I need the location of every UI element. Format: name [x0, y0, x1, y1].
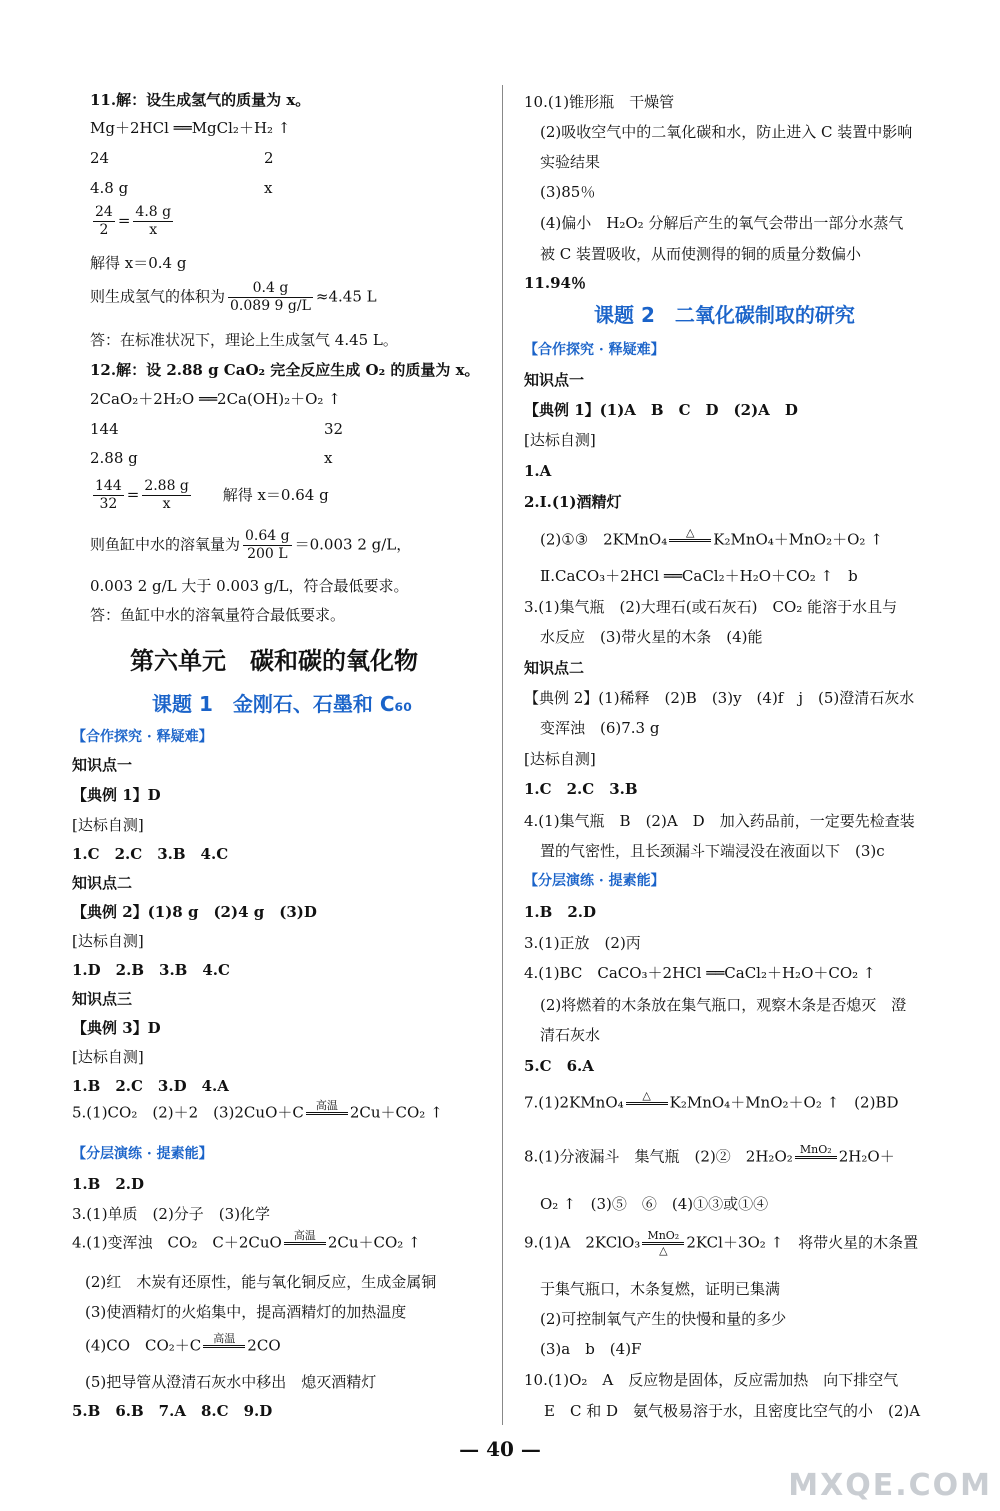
answer-line: E C 和 D 氨气极易溶于水，且密度比空气的小 (2)A: [544, 1402, 921, 1420]
fraction: $\frac{0.64 g}{200 L}$: [245, 528, 290, 562]
q11-mass-a: 4.8 g: [90, 179, 129, 197]
q11-volume: 则生成氢气的体积为 $\frac{0.4 g}{0.089 9 g/L}$ ≈4.45 L: [90, 280, 377, 314]
reaction-arrow: MnO₂ △: [642, 1230, 684, 1257]
answer-line: (3)85％: [540, 183, 596, 201]
q12-equation: 2CaO₂＋2H₂O ══2Ca(OH)₂＋O₂ ↑: [90, 390, 341, 408]
fraction: $\frac{4.8 g}{x}$: [135, 204, 172, 238]
answer-line: O₂ ↑ (3)⑤ ⑥ (4)①③或①④: [540, 1195, 769, 1213]
answer-line: 7.(1)2KMnO₄ △ K₂MnO₄＋MnO₂＋O₂ ↑ (2)BD: [524, 1090, 898, 1117]
example-answer: 【典例 1】(1)A B C D (2)A D: [524, 401, 798, 419]
answer-line: Ⅱ.CaCO₃＋2HCl ══CaCl₂＋H₂O＋CO₂ ↑ b: [540, 567, 858, 585]
answer-line: 1.A: [524, 462, 552, 480]
reaction-arrow: 高温: [306, 1100, 348, 1127]
lesson-2-title: 课题 2 二氧化碳制取的研究: [594, 303, 855, 327]
answer-line: (2)①③ 2KMnO₄ △ K₂MnO₄＋MnO₂＋O₂ ↑: [540, 527, 883, 554]
reaction-arrow: 高温: [284, 1230, 326, 1257]
self-test-label: [达标自测]: [72, 1048, 144, 1066]
q11-answer: 答：在标准状况下，理论上生成氢气 4.45 L。: [90, 331, 398, 349]
knowledge-point: 知识点一: [72, 756, 133, 774]
answer-line: 置的气密性，且长颈漏斗下端浸没在液面以下 (3)c: [540, 842, 885, 860]
q12-answer: 答：鱼缸中水的溶氧量符合最低要求。: [90, 606, 346, 624]
answer-line: 1.B 2.C 3.D 4.A: [72, 1077, 229, 1095]
answer-line: 被 C 装置吸收，从而使测得的铜的质量分数偏小: [540, 245, 862, 263]
q11-solve: 解得 x＝0.4 g: [90, 254, 187, 272]
answer-line: 1.C 2.C 3.B 4.C: [72, 845, 229, 863]
q12-title: 12.解：设 2.88 g CaO₂ 完全反应生成 O₂ 的质量为 x。: [90, 361, 480, 379]
answer-line: (2)可控制氧气产生的快慢和量的多少: [540, 1310, 787, 1328]
answer-line: (5)把导管从澄清石灰水中移出 熄灭酒精灯: [85, 1373, 377, 1391]
answer-line: 实验结果: [540, 153, 601, 171]
fraction: $\frac{24}{2}$: [95, 204, 113, 238]
answer-line: 5.B 6.B 7.A 8.C 9.D: [72, 1402, 273, 1420]
q11-proportion: $\frac{24}{2}$ = $\frac{4.8 g}{x}$: [95, 204, 172, 238]
knowledge-point: 知识点二: [72, 874, 133, 892]
q12-ratio-b: 32: [324, 420, 344, 438]
answer-line: 10.(1)锥形瓶 干燥管: [524, 93, 675, 111]
answer-line: 于集气瓶口，木条复燃，证明已集满: [540, 1280, 781, 1298]
column-divider: [502, 85, 503, 1425]
example-answer: 【典例 2】(1)稀释 (2)B (3)y (4)f j (5)澄清石灰水: [524, 689, 915, 707]
answer-line: 9.(1)A 2KClO₃ MnO₂ △ 2KCl＋3O₂ ↑ 将带火星的木条置: [524, 1229, 919, 1257]
unit-title: 第六单元 碳和碳的氧化物: [130, 647, 418, 675]
q11-equation: Mg＋2HCl ══MgCl₂＋H₂ ↑: [90, 119, 291, 137]
answer-line: (2)红 木炭有还原性，能与氧化铜反应，生成金属铜: [85, 1273, 437, 1291]
section-heading: 【合作探究 · 释疑难】: [524, 342, 665, 358]
answer-line: 5.C 6.A: [524, 1057, 594, 1075]
q11-ratio-a: 24: [90, 149, 110, 167]
fraction: $\frac{144}{32}$: [95, 478, 122, 512]
answer-line: 3.(1)集气瓶 (2)大理石(或石灰石) CO₂ 能溶于水且与: [524, 598, 898, 616]
answer-line: 8.(1)分液漏斗 集气瓶 (2)② 2H₂O₂ MnO₂ 2H₂O＋: [524, 1144, 895, 1171]
answer-line: 3.(1)单质 (2)分子 (3)化学: [72, 1205, 271, 1223]
q12-mass-b: x: [324, 449, 333, 467]
self-test-label: [达标自测]: [524, 431, 596, 449]
example-answer: 【典例 3】D: [72, 1019, 161, 1037]
knowledge-point: 知识点三: [72, 990, 133, 1008]
reaction-arrow: MnO₂: [795, 1144, 837, 1171]
answer-line: 11.94％: [524, 274, 586, 292]
answer-line: 4.(1)BC CaCO₃＋2HCl ══CaCl₂＋H₂O＋CO₂ ↑: [524, 964, 876, 982]
answer-line: 变浑浊 (6)7.3 g: [540, 719, 660, 737]
answer-line: (4)偏小 H₂O₂ 分解后产生的氧气会带出一部分水蒸气: [540, 214, 904, 232]
answer-line: 1.B 2.D: [524, 903, 597, 921]
answer-line: 1.B 2.D: [72, 1175, 145, 1193]
self-test-label: [达标自测]: [524, 750, 596, 768]
answer-line: (4)CO CO₂＋C 高温 2CO: [85, 1333, 281, 1360]
fraction: $\frac{0.4 g}{0.089 9 g/L}$: [230, 280, 311, 314]
answer-line: (2)将燃着的木条放在集气瓶口，观察木条是否熄灭 澄: [540, 996, 907, 1014]
answer-line: (3)a b (4)F: [540, 1340, 642, 1358]
section-heading: 【分层演练 · 提素能】: [72, 1146, 213, 1162]
answer-line: 4.(1)集气瓶 B (2)A D 加入药品前，一定要先检查装: [524, 812, 915, 830]
answer-line: 4.(1)变浑浊 CO₂ C＋2CuO 高温 2Cu＋CO₂ ↑: [72, 1230, 421, 1257]
q12-compare: 0.003 2 g/L 大于 0.003 g/L，符合最低要求。: [90, 577, 409, 595]
reaction-arrow: △: [669, 527, 711, 554]
q11-mass-b: x: [264, 179, 273, 197]
answer-line: 1.D 2.B 3.B 4.C: [72, 961, 230, 979]
answer-line: (2)吸收空气中的二氧化碳和水，防止进入 C 装置中影响: [540, 123, 913, 141]
section-heading: 【合作探究 · 释疑难】: [72, 729, 213, 745]
q11-ratio-b: 2: [264, 149, 274, 167]
answer-line: 1.C 2.C 3.B: [524, 780, 638, 798]
answer-line: 2.Ⅰ.(1)酒精灯: [524, 493, 622, 511]
fraction: $\frac{2.88 g}{x}$: [144, 478, 189, 512]
section-heading: 【分层演练 · 提素能】: [524, 873, 665, 889]
self-test-label: [达标自测]: [72, 816, 144, 834]
reaction-arrow: 高温: [203, 1333, 245, 1360]
answer-line: 5.(1)CO₂ (2)＋2 (3)2CuO＋C 高温 2Cu＋CO₂ ↑: [72, 1100, 443, 1127]
q11-title: 11.解：设生成氢气的质量为 x。: [90, 91, 311, 109]
q12-proportion: $\frac{144}{32}$ = $\frac{2.88 g}{x}$ 解得 x＝0.64 g: [95, 478, 329, 512]
reaction-arrow: △: [626, 1090, 668, 1117]
answer-line: 3.(1)正放 (2)丙: [524, 934, 641, 952]
lesson-1-title: 课题 1 金刚石、石墨和 C₆₀: [152, 692, 413, 716]
knowledge-point: 知识点一: [524, 371, 585, 389]
answer-line: (3)使酒精灯的火焰集中，提高酒精灯的加热温度: [85, 1303, 407, 1321]
example-answer: 【典例 2】(1)8 g (2)4 g (3)D: [72, 903, 317, 921]
watermark-logo: MXQE.COM: [788, 1468, 992, 1503]
page-number: — 40 —: [459, 1437, 541, 1461]
example-answer: 【典例 1】D: [72, 786, 161, 804]
answer-line: 清石灰水: [540, 1026, 601, 1044]
answer-line: 水反应 (3)带火星的木条 (4)能: [540, 628, 763, 646]
q12-oxygen: 则鱼缸中水的溶氧量为 $\frac{0.64 g}{200 L}$ ＝0.003 2 g/L，: [90, 528, 412, 562]
knowledge-point: 知识点二: [524, 659, 585, 677]
q12-ratio-a: 144: [90, 420, 119, 438]
self-test-label: [达标自测]: [72, 932, 144, 950]
q12-mass-a: 2.88 g: [90, 449, 138, 467]
answer-line: 10.(1)O₂ A 反应物是固体，反应需加热 向下排空气: [524, 1371, 899, 1389]
